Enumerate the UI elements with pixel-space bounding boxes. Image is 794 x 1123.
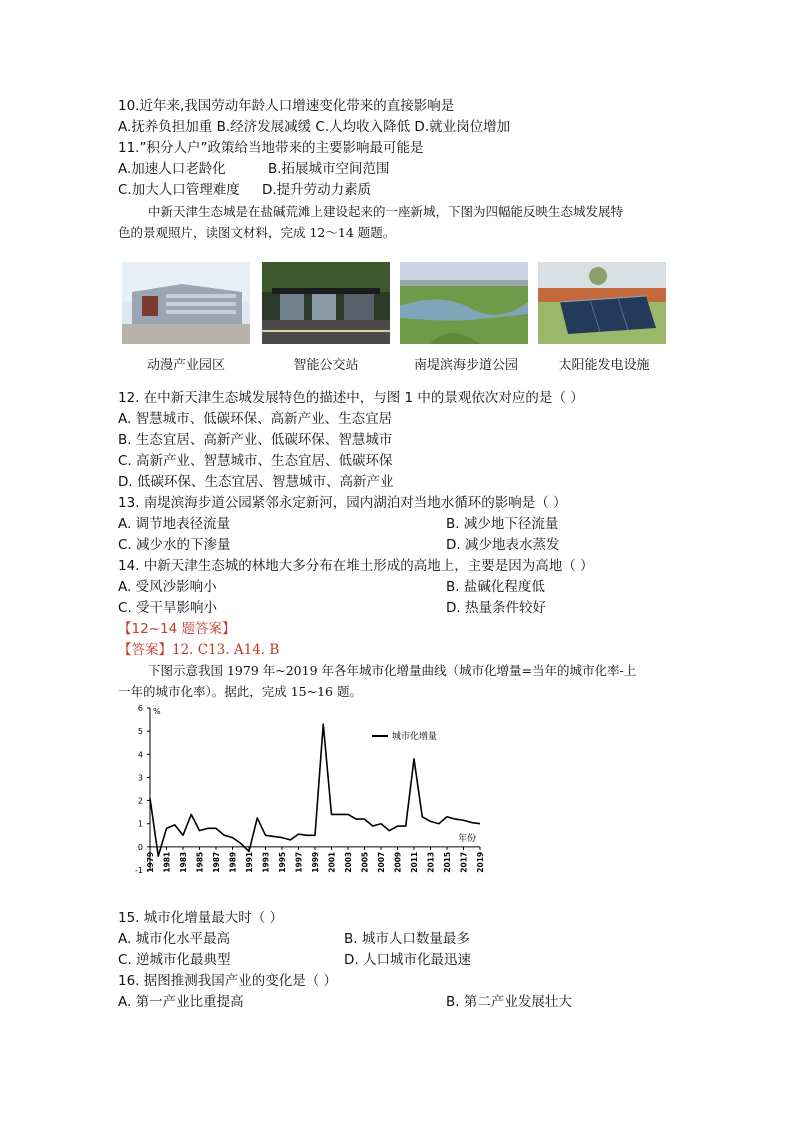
x-tick-label: 1999 <box>311 851 320 873</box>
x-tick-label: 1987 <box>212 851 221 873</box>
q16-option-a: A. 第一产业比重提高 <box>118 994 244 1010</box>
photo-solar-facility <box>538 262 666 344</box>
x-tick-label: 2003 <box>344 851 353 873</box>
q10-stem: 10.近年来,我国劳动年龄人口增速变化带来的直接影响是 <box>118 98 455 114</box>
legend-label: 城市化增量 <box>392 732 438 742</box>
x-tick-label: 2007 <box>377 851 386 873</box>
x-tick-label: 2019 <box>476 851 485 873</box>
x-tick-label: 2017 <box>459 851 469 873</box>
q11-option-c: C.加大人口管理难度 <box>118 182 240 198</box>
q14-option-d: D. 热量条件较好 <box>446 600 546 616</box>
q12-option-c: C. 高新产业、智慧城市、生态宜居、低碳环保 <box>118 453 393 469</box>
urbanization-chart <box>118 700 498 905</box>
x-tick-label: 2001 <box>327 851 337 873</box>
y-tick-label: 3 <box>137 773 143 783</box>
q15-option-d: D. 人口城市化最迅速 <box>344 952 471 968</box>
x-tick-label: 1985 <box>195 851 205 873</box>
x-tick-label: 1979 <box>146 851 155 873</box>
urbanization-chart-svg <box>118 700 498 905</box>
photo-caption-3: 南堤滨海步道公园 <box>413 358 518 373</box>
photo-seaside-park <box>400 262 528 344</box>
q10-options: A.抚养负担加重 B.经济发展减缓 C.人均收入降低 D.就业岗位增加 <box>118 119 511 135</box>
x-tick-label: 1981 <box>162 851 172 873</box>
q13-option-a: A. 调节地表径流量 <box>118 516 231 532</box>
q14-option-b: B. 盐碱化程度低 <box>446 579 545 595</box>
y-tick-label: 0 <box>137 842 143 852</box>
y-tick-label: 6 <box>137 704 143 713</box>
x-tick-label: 2009 <box>393 851 403 873</box>
x-tick-label: 1989 <box>228 851 238 873</box>
q13-option-b: B. 减少地下径流量 <box>446 516 559 532</box>
q12-option-d: D. 低碳环保、生态宜居、智慧城市、高新产业 <box>118 474 394 490</box>
photo-animation-park <box>122 262 250 344</box>
photo-caption-1: 动漫产业园区 <box>146 358 225 373</box>
q14-option-a: A. 受风沙影响小 <box>118 579 217 595</box>
series-line-urbanization <box>150 724 480 856</box>
photo-smart-bus-stop <box>262 262 390 344</box>
answer-text: 12. C13. A14. B <box>172 642 280 658</box>
x-axis-label: 年份 <box>457 833 476 844</box>
photo-caption-4: 太阳能发电设施 <box>558 358 650 373</box>
y-axis-unit: % <box>153 707 161 716</box>
x-tick-label: 2005 <box>360 851 370 873</box>
q16-option-b: B. 第二产业发展壮大 <box>446 994 572 1010</box>
x-tick-label: 1991 <box>245 851 254 873</box>
x-tick-label: 1993 <box>261 851 271 873</box>
q13-option-d: D. 减少地表水蒸发 <box>446 537 560 553</box>
chart-intro-line1: 下图示意我国 1979 年~2019 年各年城市化增量曲线（城市化增量=当年的城市化率-上 <box>148 663 637 678</box>
chart-intro-line2: 一年的城市化率）。据此，完成 15~16 题。 <box>118 684 362 699</box>
x-tick-label: 2015 <box>443 851 452 873</box>
q15-stem: 15. 城市化增量最大时（ ） <box>118 910 284 926</box>
q11-option-d: D.提升劳动力素质 <box>262 182 372 198</box>
q15-option-b: B. 城市人口数量最多 <box>344 931 470 947</box>
q12-option-a: A. 智慧城市、低碳环保、高新产业、生态宜居 <box>118 411 393 427</box>
x-tick-label: 1997 <box>294 851 304 873</box>
x-tick-label: 1983 <box>179 851 188 873</box>
q16-stem: 16. 据图推测我国产业的变化是（ ） <box>118 973 338 989</box>
q11-option-b: B.拓展城市空间范围 <box>268 161 390 177</box>
y-tick-label: 4 <box>137 750 143 760</box>
y-tick-label: -1 <box>135 866 143 875</box>
q14-stem: 14. 中新天津生态城的林地大多分布在堆土形成的高地上，主要是因为高地（ ） <box>118 558 594 574</box>
y-tick-label: 2 <box>137 796 143 806</box>
x-tick-label: 2013 <box>426 851 436 873</box>
q13-option-c: C. 减少水的下渗量 <box>118 537 231 553</box>
photo-caption-2: 智能公交站 <box>293 358 359 373</box>
intro-paragraph-line2: 色的景观照片，读图文材料，完成 12～14 题题。 <box>118 225 396 240</box>
answer-line <box>118 640 279 660</box>
q15-option-a: A. 城市化水平最高 <box>118 931 231 947</box>
q12-option-b: B. 生态宜居、高新产业、低碳环保、智慧城市 <box>118 432 393 448</box>
q14-option-c: C. 受干旱影响小 <box>118 600 218 616</box>
x-tick-label: 1995 <box>278 851 287 873</box>
landscape-photos <box>122 262 668 344</box>
y-tick-label: 1 <box>137 819 143 829</box>
intro-paragraph-line1: 中新天津生态城是在盐碱荒滩上建设起来的一座新城，下图为四幅能反映生态城发展特 <box>148 204 624 219</box>
y-tick-label: 5 <box>137 727 143 737</box>
answer-label: 【答案】 <box>118 642 172 658</box>
q15-option-c: C. 逆城市化最典型 <box>118 952 231 968</box>
q12-stem: 12. 在中新天津生态城发展特色的描述中，与图 1 中的景观依次对应的是（ ） <box>118 390 584 406</box>
answer-header: 【12~14 题答案】 <box>118 621 236 637</box>
x-tick-label: 2011 <box>410 851 419 873</box>
q11-stem: 11.”积分人户”政策给当地带来的主要影响最可能是 <box>118 140 424 156</box>
q13-stem: 13. 南堤滨海步道公园紧邻永定新河，园内湖泊对当地水循环的影响是（ ） <box>118 495 567 511</box>
q11-option-a: A.加速人口老龄化 <box>118 161 226 177</box>
